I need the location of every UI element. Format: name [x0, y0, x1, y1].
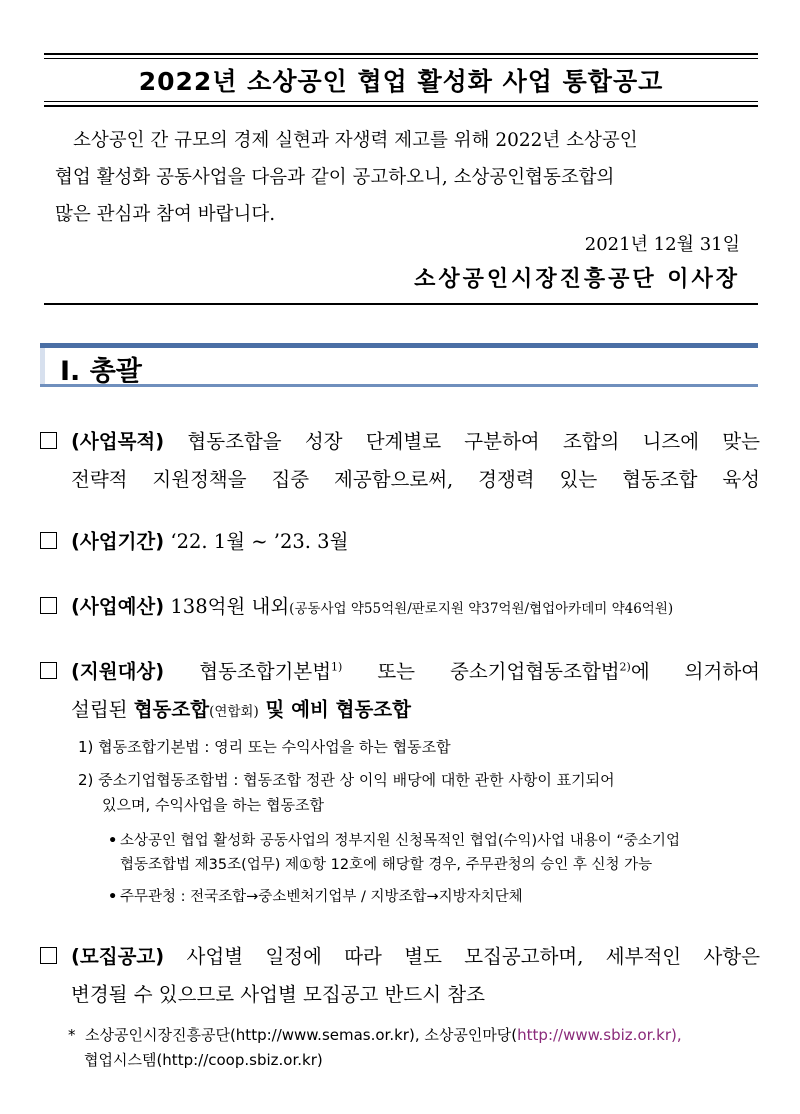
item-text-small: (연합회): [209, 704, 259, 720]
item-target: [40, 653, 760, 731]
checkbox-icon: [40, 597, 57, 614]
item-notice: [40, 938, 760, 1014]
footnote-1: 1) 협동조합기본법 : 영리 또는 수익사업을 하는 협동조합: [78, 738, 451, 756]
checkbox-icon: [40, 662, 57, 679]
item-line: [40, 691, 760, 731]
item-text: 전략적 지원정책을 집중 제공함으로써, 경쟁력 있는 협동조합 육성: [71, 468, 760, 491]
sbiz-link[interactable]: http://www.sbiz.or.kr),: [517, 1026, 682, 1044]
item-text: 협동조합을 성장 단계별로 구분하여 조합의 니즈에 맞는: [187, 430, 760, 453]
bullet-2: [108, 885, 758, 909]
footnote-ref: 1): [331, 660, 343, 674]
item-text: 또는 중소기업협동조합법: [342, 660, 620, 683]
note-text: 협업시스템(http://coop.sbiz.or.kr): [84, 1051, 323, 1069]
item-text: 협동조합기본법: [199, 660, 332, 683]
title-box: [44, 53, 758, 107]
section-header: [40, 343, 758, 387]
section-bar-bottom: [40, 384, 758, 387]
item-text: 에 의거하여: [630, 660, 761, 683]
section-title: Ⅰ. 총괄: [60, 356, 142, 387]
item-line: [40, 423, 760, 461]
item-detail: (공동사업 약55억원/판로지원 약37억원/협업아카데미 약46억원): [289, 601, 674, 617]
checkbox-icon: [40, 947, 57, 964]
note-text: 소상공인시장진흥공단(http://www.semas.or.kr), 소상공인마당(: [85, 1026, 518, 1044]
item-text: 설립된: [71, 698, 134, 721]
item-label: (모집공고): [71, 945, 165, 968]
item-label: (사업예산): [71, 595, 165, 618]
intro-paragraph: [55, 122, 750, 233]
item-label: (지원대상): [71, 660, 165, 683]
item-line: [40, 938, 760, 976]
intro-line: 많은 관심과 참여 바랍니다.: [55, 204, 276, 225]
item-text: 사업별 일정에 따라 별도 모집공고하며, 세부적인 사항은: [186, 945, 760, 968]
item-text: 변경될 수 있으므로 사업별 모집공고 반드시 참조: [71, 983, 485, 1006]
intro-line: 협업 활성화 공동사업을 다음과 같이 공고하오니, 소상공인협동조합의: [55, 167, 615, 188]
notice-date: 2021년 12월 31일: [584, 234, 740, 255]
page-title: 2022년 소상공인 협업 활성화 사업 통합공고: [138, 67, 664, 96]
footnote-line: 2) 중소기업협동조합법 : 협동조합 정관 상 이익 배당에 대한 관한 사항이 표기되어: [78, 771, 615, 789]
reference-note: [68, 1023, 768, 1073]
footnote-ref: 2): [619, 660, 631, 674]
bullet-1: [108, 829, 758, 877]
item-text-bold: 협동조합: [133, 698, 210, 721]
item-budget: [40, 588, 760, 628]
bullet-icon: •: [108, 889, 118, 905]
checkbox-icon: [40, 432, 57, 449]
bullet-text: 소상공인 협업 활성화 공동사업의 정부지원 신청목적인 협업(수익)사업 내용이 “중소기업: [120, 833, 680, 849]
item-line: [40, 653, 760, 691]
bullet-icon: •: [108, 833, 118, 849]
issuer: 소상공인시장진흥공단 이사장: [414, 267, 740, 292]
bullet-text: 협동조합법 제35조(업무) 제①항 12호에 해당할 경우, 주무관청의 승인 후 신청 가능: [120, 857, 653, 873]
section-bar-left: [40, 348, 45, 384]
note-star: *: [68, 1026, 76, 1044]
item-purpose: [40, 423, 760, 499]
bullet-text: 주무관청 : 전국조합→중소벤처기업부 / 지방조합→지방자치단체: [120, 889, 523, 905]
checkbox-icon: [40, 532, 57, 549]
item-text: ‘22. 1월 ~ ’23. 3월: [170, 530, 349, 553]
item-label: (사업기간): [71, 530, 165, 553]
item-text-bold: 및 예비 협동조합: [258, 698, 411, 721]
item-period: [40, 523, 760, 561]
footnote-line: 있으며, 수익사업을 하는 협동조합: [102, 796, 324, 814]
section-bar-top: [40, 343, 758, 348]
footnote-2: [78, 768, 758, 818]
intro-line: 소상공인 간 규모의 경제 실현과 자생력 제고를 위해 2022년 소상공인: [73, 130, 638, 151]
item-text: 138억원 내외: [170, 595, 290, 618]
item-label: (사업목적): [71, 430, 165, 453]
divider: [44, 303, 758, 305]
